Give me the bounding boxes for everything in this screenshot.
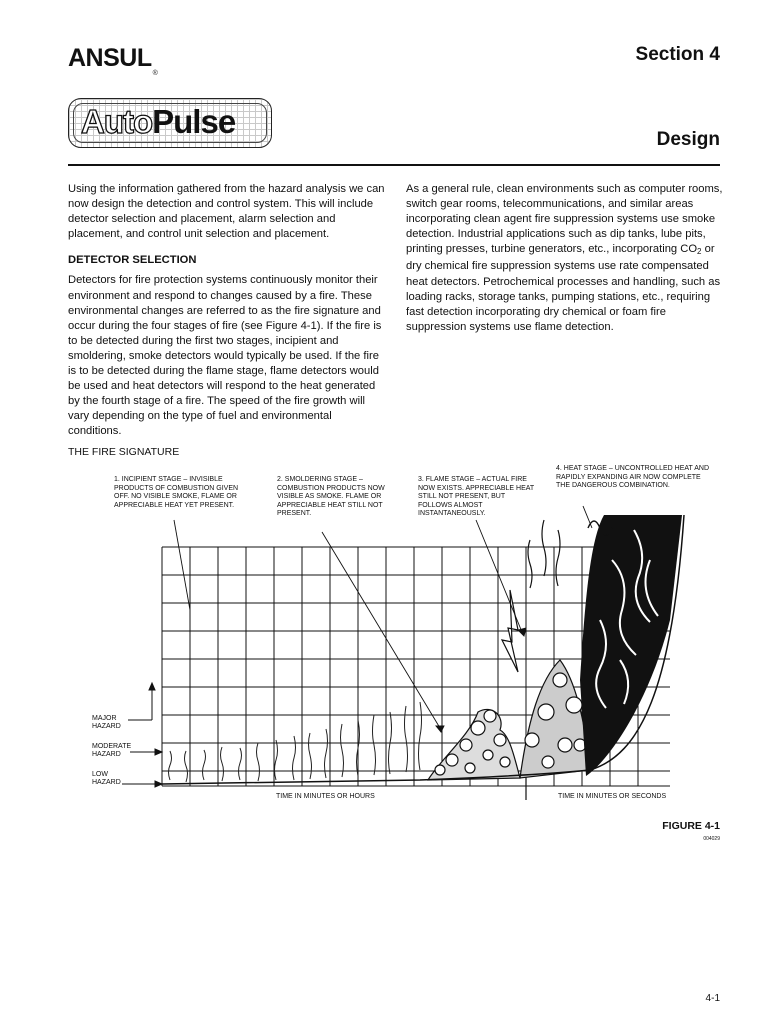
registered-mark: ® (152, 70, 158, 77)
stage-label-flame: 3. FLAME STAGE – ACTUAL FIRE NOW EXISTS. APPRECIABLE HEAT STILL NOT PRESENT, BUT FOLLOWS ALMOST INSTANTANEOUSLY. (418, 476, 535, 518)
logo-pulse: Pulse (152, 103, 236, 140)
page-title: Design (656, 129, 720, 150)
heat-column (580, 515, 682, 776)
incipient-wisps (169, 740, 278, 782)
co2-subscript: 2 (697, 247, 702, 257)
figure-caption: THE FIRE SIGNATURE (68, 446, 180, 458)
stage-label-smoldering: 2. SMOLDERING STAGE – COMBUSTION PRODUCTS NOW VISIBLE AS SMOKE. FLAME OR APPRECIABLE HEAT STILL NOT PRESENT. (277, 476, 385, 518)
detector-selection-paragraph: Detectors for fire protection systems continuously monitor their environment and respond to changes caused by a fire. These environmental changes are referred to as the fire signature and occur during the four stages of fire (see Figure 4-1). If the fire is to be detected during the first two stages, incipient and smoldering, smoke detectors would typically be used. If the fire is to be detected during the flame stage, flame detectors would be used and heat detectors will respond to the heat generated by the fourth stage of a fire. The speed of the fire growth will vary depending on the type of fuel and environmental conditions. (68, 274, 382, 438)
brand-name: ANSUL (68, 44, 152, 72)
stage-leader-lines (174, 506, 592, 732)
smoldering-wisps (293, 702, 422, 780)
section-title: Section 4 (635, 44, 720, 65)
page-number: 4-1 (705, 993, 720, 1004)
hazard-label-moderate: MODERATE HAZARD (92, 743, 132, 759)
logo-auto: Auto (81, 103, 153, 140)
hazard-label-major: MAJOR HAZARD (92, 715, 121, 731)
figure-code: 004029 (703, 836, 720, 842)
intro-paragraph: Using the information gathered from the hazard analysis we can now design the detection and control system. This will include detector selection and placement, alarm selection and placement, and control unit selection and placement. (68, 183, 385, 241)
general-rule-text-1: As a general rule, clean environments such as computer rooms, switch gear rooms, telecommunications, and similar areas incorporating clean agent fire suppression systems use smoke detection. Industrial applications such as dip tanks, lube pits, printing presses, turbine generators, etc., incorporating CO (406, 183, 723, 256)
detector-selection-heading: DETECTOR SELECTION (68, 254, 197, 267)
flame-column (502, 520, 590, 778)
general-rule-text-2: or dry chemical fire suppression systems use rate compensated heat detectors. Petrochemical processes and handling, such as loading racks, storage tanks, pumping stations, etc., requiring fast detection incorporating dry chemical or foam fire suppression systems use flame detection. (406, 243, 721, 333)
hazard-label-low: LOW HAZARD (92, 771, 121, 787)
time-axis-label-left: TIME IN MINUTES OR HOURS (276, 793, 375, 800)
figure-number: FIGURE 4-1 (662, 820, 720, 832)
stage-label-incipient: 1. INCIPIENT STAGE – INVISIBLE PRODUCTS OF COMBUSTION GIVEN OFF. NO VISIBLE SMOKE, FLAME OR APPRECIABLE HEAT YET PRESENT. (114, 476, 239, 509)
time-axis-label-right: TIME IN MINUTES OR SECONDS (558, 793, 667, 800)
stage-label-heat: 4. HEAT STAGE – UNCONTROLLED HEAT AND RAPIDLY EXPANDING AIR NOW COMPLETE THE DANGEROUS COMBINATION. (556, 465, 709, 490)
